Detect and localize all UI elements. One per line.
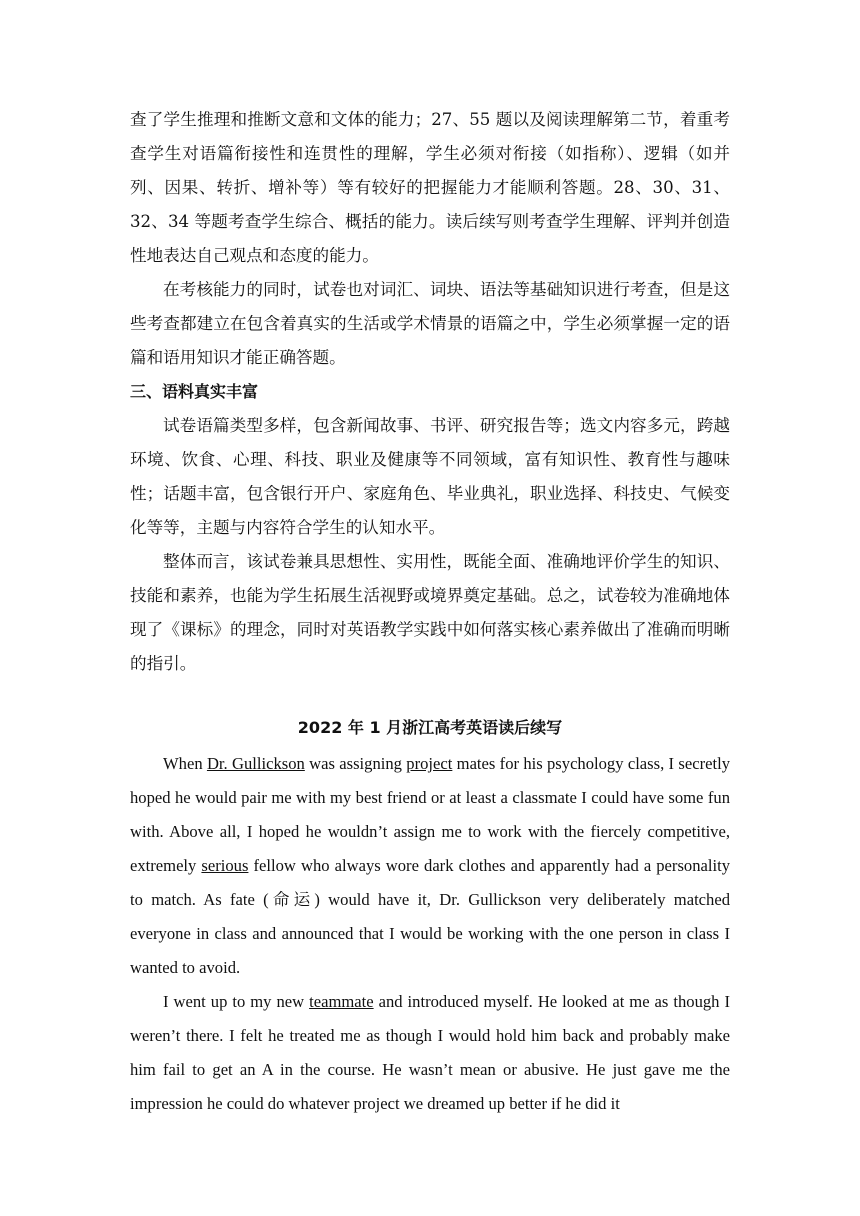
- story-text: and introduced myself. He looked at me as though I weren’t there. I felt he treated me as though I would hold him back and probably make him fail to get an A in the course. He wasn’t mean or abusive. He just gave me the impression he could do whatever project we dreamed up better if he did it: [130, 992, 730, 1113]
- analysis-paragraph-ability: 在考核能力的同时，试卷也对词汇、词块、语法等基础知识进行考查，但是这些考查都建立在包含着真实的生活或学术情景的语篇之中，学生必须掌握一定的语篇和语用知识才能正确答题。: [130, 280, 730, 367]
- underlined-word: teammate: [309, 992, 374, 1011]
- section-title: 2022 年 1 月浙江高考英语读后续写: [297, 718, 563, 737]
- story-paragraph-2: [130, 985, 730, 1121]
- story-paragraph-1: [130, 747, 730, 985]
- analysis-paragraph-continued: 查了学生推理和推断文意和文体的能力；27、55 题以及阅读理解第二节，着重考查学生对语篇衔接性和连贯性的理解，学生必须对衔接（如指称）、逻辑（如并列、因果、转折、增补等）等有较好的把握能力才能顺利答题。28、30、31、32、34 等题考查学生综合、概括的能力。读后续写则考查学生理解、评判并创造性地表达自己观点和态度的能力。: [130, 110, 730, 265]
- story-text-block-2: [130, 985, 730, 1121]
- story-text: When: [163, 754, 207, 773]
- story-text: was assigning: [304, 754, 407, 773]
- analysis-paragraph-materials: 试卷语篇类型多样，包含新闻故事、书评、研究报告等；选文内容多元，跨越环境、饮食、心理、科技、职业及健康等不同领域，富有知识性、教育性与趣味性；话题丰富，包含银行开户、家庭角色、毕业典礼，职业选择、科技史、气候变化等等，主题与内容符合学生的认知水平。: [130, 416, 730, 537]
- analysis-text-block: [130, 103, 730, 681]
- underlined-word: Dr. Gullickson: [206, 754, 305, 773]
- story-text-block: [130, 747, 730, 985]
- underlined-word: project: [406, 754, 453, 773]
- story-text: I went up to my new: [163, 992, 310, 1011]
- analysis-paragraph-summary: 整体而言，该试卷兼具思想性、实用性，既能全面、准确地评价学生的知识、技能和素养，也能为学生拓展生活视野或境界奠定基础。总之，试卷较为准确地体现了《课标》的理念，同时对英语教学实践中如何落实核心素养做出了准确而明晰的指引。: [130, 552, 730, 673]
- story-text: fellow who always wore dark clothes and apparently had a personality to match. As fate (命运) would have it, Dr. Gullickson very deliberately matched everyone in class and announced that I would be working with the one person in class I wanted to avoid.: [130, 856, 730, 977]
- underlined-word: serious: [201, 856, 249, 875]
- section-heading-3: 三、语料真实丰富: [130, 382, 259, 401]
- story-text: mates for his psychology class, I secretly hoped he would pair me with my best friend or at least a classmate I could have some fun with. Above all, I hoped he wouldn’t assign me to work with the fiercely competitive, extremely: [130, 754, 730, 875]
